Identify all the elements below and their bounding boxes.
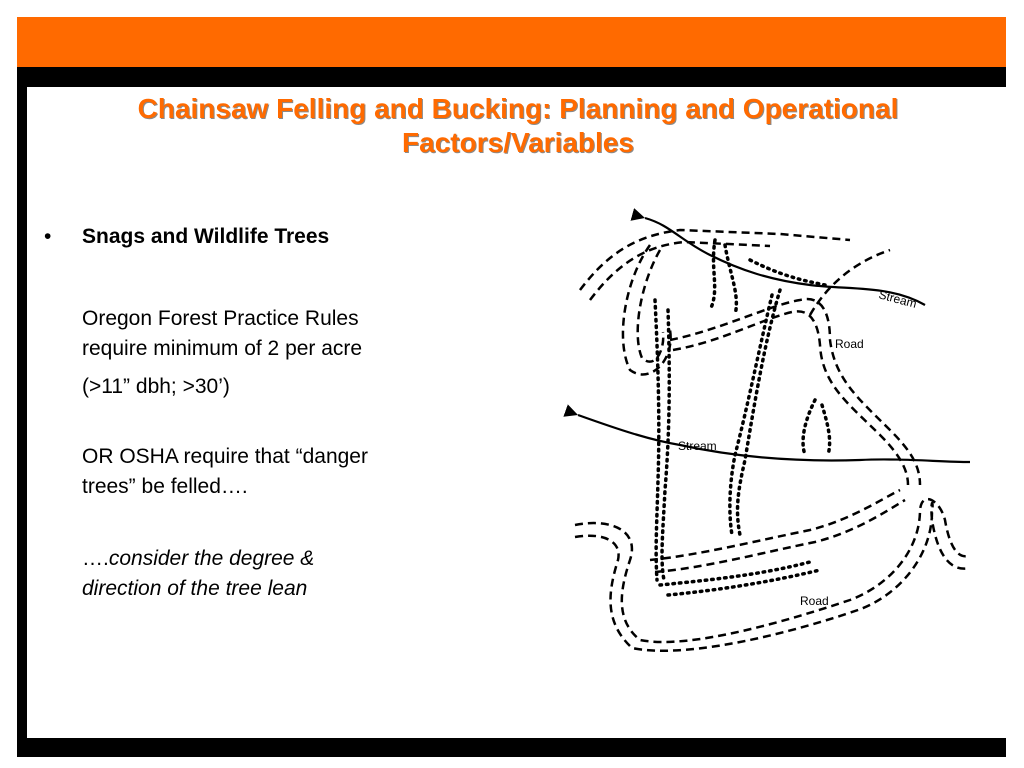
map-label-stream-top: Stream bbox=[877, 287, 919, 311]
map-label-road-top: Road bbox=[835, 337, 864, 351]
footer-black-bar bbox=[27, 738, 1006, 757]
road-loop-left-outer bbox=[623, 245, 671, 374]
skid-trails bbox=[655, 240, 830, 595]
paragraph-osha bbox=[82, 442, 514, 502]
bullet-icon: • bbox=[44, 225, 52, 248]
slide-frame-left bbox=[17, 17, 27, 757]
map-label-road-bottom: Road bbox=[800, 594, 829, 608]
paragraph-forest-rules bbox=[82, 304, 514, 364]
dbh-text: (>11” dbh; >30’) bbox=[82, 375, 230, 398]
bullet-item bbox=[44, 222, 514, 252]
road-top-inner bbox=[590, 242, 770, 300]
road-mid-outer bbox=[670, 299, 920, 485]
lean-line-2: direction of the tree lean bbox=[82, 577, 308, 600]
road-bottom-inner bbox=[575, 503, 970, 651]
paragraph-dbh bbox=[82, 372, 514, 402]
lean-line-1: consider the degree & bbox=[108, 547, 315, 570]
paragraph-lean bbox=[82, 544, 514, 604]
road-loop-left-inner bbox=[638, 250, 664, 362]
road-network bbox=[575, 230, 970, 651]
bullet-heading: Snags and Wildlife Trees bbox=[82, 225, 330, 248]
map-label-stream-mid: Stream bbox=[678, 439, 717, 453]
slide-content bbox=[44, 222, 514, 604]
osha-line-1: OR OSHA require that “danger bbox=[82, 445, 368, 468]
site-map-illustration bbox=[560, 200, 980, 660]
lean-prefix: …. bbox=[82, 547, 109, 570]
osha-line-2: trees” be felled…. bbox=[82, 475, 248, 498]
header-orange-bar bbox=[17, 17, 1006, 67]
forest-rules-line-1: Oregon Forest Practice Rules bbox=[82, 307, 359, 330]
slide-title bbox=[30, 92, 1006, 160]
title-line-2: Factors/Variables bbox=[402, 127, 634, 158]
forest-rules-line-2: require minimum of 2 per acre bbox=[82, 337, 363, 360]
title-line-1: Chainsaw Felling and Bucking: Planning and Operational bbox=[137, 93, 899, 124]
header-black-bar bbox=[17, 67, 1006, 87]
